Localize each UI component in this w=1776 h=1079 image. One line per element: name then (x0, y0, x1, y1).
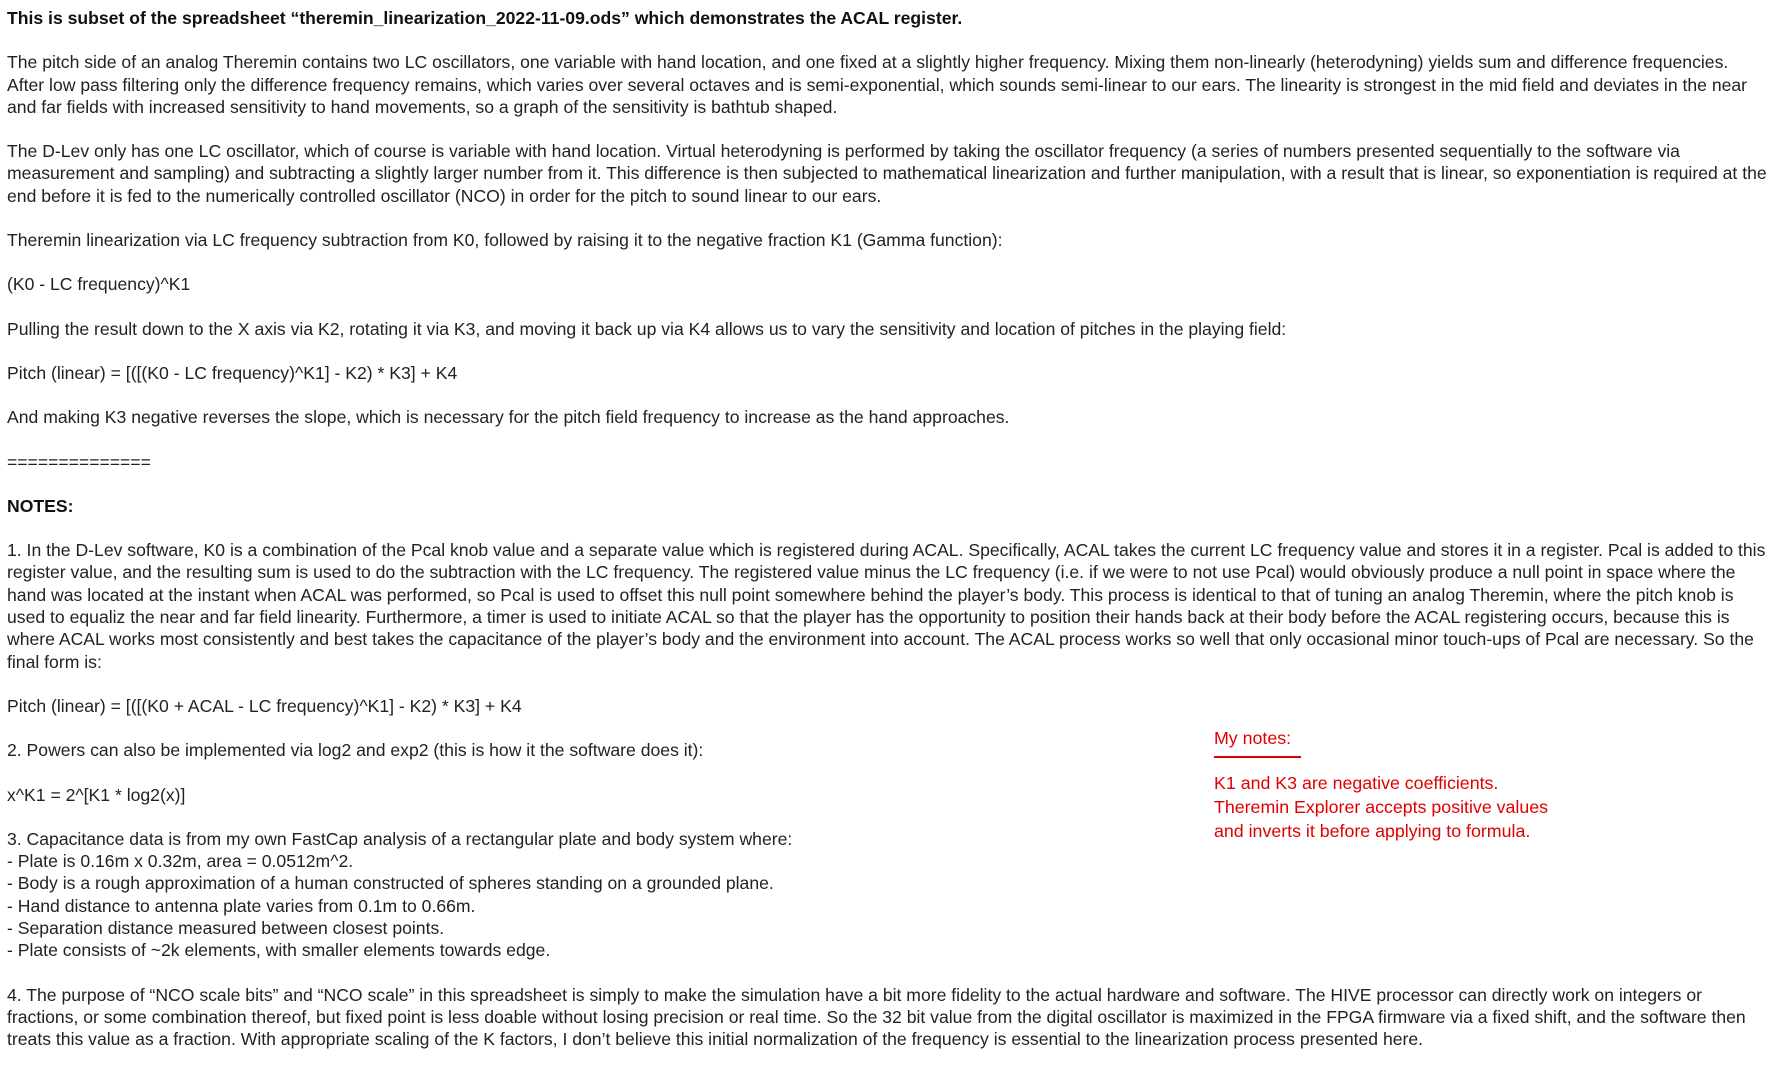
note-1: 1. In the D-Lev software, K0 is a combination of the Pcal knob value and a separate value which is registered during ACAL. Specifically, ACAL takes the current LC frequency value and stores it in a register. Pcal is added to this register value, and the resulting sum is used to do the subtraction with the LC frequency. The registered value minus the LC frequency (i.e. if we were to not use Pcal) would obviously produce a null point in space where the hand was located at the instant when ACAL was performed, so Pcal is used to offset this null point somewhere behind the player’s body. This process is identical to that of tuning an analog Theremin, where the pitch knob is used to equaliz the near and far field linearity. Furthermore, a timer is used to initiate ACAL so that the player has the opportunity to position their hands back at their body before the ACAL registering occurs, because this is where ACAL works most consistently and best takes the capacitance of the player’s body and the environment into account. The ACAL process works so well that only occasional minor touch-ups of Pcal are necessary. So the final form is: (7, 540, 1766, 672)
my-notes-line: and inverts it before applying to formula. (1214, 821, 1531, 841)
note-4: 4. The purpose of “NCO scale bits” and “NCO scale” in this spreadsheet is simply to make the simulation have a bit more fidelity to the actual hardware and software. The HIVE processor can directly work on integers or fractions, or some combination thereof, but fixed point is less doable without losing precision or real time. So the 32 bit value from the digital oscillator is maximized in the FPGA firmware via a fixed shift, and the software then treats this value as a fraction. With appropriate scaling of the K factors, I don’t believe this initial normalization of the frequency is essential to the linearization process presented here. (7, 984, 1746, 1050)
formula-pitch-linear: Pitch (linear) = [([(K0 - LC frequency)^K1] - K2) * K3] + K4 (7, 362, 458, 383)
separator-line: ============== (7, 451, 151, 472)
note-3-line: - Separation distance measured between closest points. (7, 918, 445, 939)
note-3 (7, 828, 1769, 962)
formula-power: x^K1 = 2^[K1 * log2(x)] (7, 784, 186, 805)
my-notes-title: My notes: (1214, 728, 1292, 748)
formula-pitch-final: Pitch (linear) = [([(K0 + ACAL - LC frequency)^K1] - K2) * K3] + K4 (7, 695, 522, 716)
paragraph-linearization-intro: Theremin linearization via LC frequency subtraction from K0, followed by raising it to the negative fraction K1 (Gamma function): (7, 230, 1003, 251)
note-3-line: 3. Capacitance data is from my own FastCap analysis of a rectangular plate and body system where: (7, 828, 793, 849)
paragraph-k-factors: Pulling the result down to the X axis via K2, rotating it via K3, and moving it back up via K4 allows us to vary the sensitivity and location of pitches in the playing field: (7, 318, 1287, 339)
formula-gamma: (K0 - LC frequency)^K1 (7, 274, 191, 295)
my-notes-annotation (1214, 726, 1634, 843)
note-2: 2. Powers can also be implemented via log2 and exp2 (this is how it the software does it): (7, 740, 704, 761)
note-3-line: - Hand distance to antenna plate varies from 0.1m to 0.66m. (7, 895, 476, 916)
note-3-line: - Plate is 0.16m x 0.32m, area = 0.0512m^2. (7, 851, 354, 872)
notes-heading: NOTES: (7, 495, 74, 516)
my-notes-line: K1 and K3 are negative coefficients. (1214, 773, 1499, 793)
paragraph-analog-theremin: The pitch side of an analog Theremin contains two LC oscillators, one variable with hand location, and one fixed at a slightly higher frequency. Mixing them non-linearly (heterodyning) yields sum and difference frequencies. After low pass filtering only the difference frequency remains, which varies over several octaves and is semi-exponential, which sounds semi-linear to our ears. The linearity is strongest in the mid field and deviates in the near and far fields with increased sensitivity to hand movements, so a graph of the sensitivity is bathtub shaped. (7, 52, 1748, 117)
my-notes-body (1214, 771, 1634, 843)
my-notes-underline (1214, 756, 1301, 758)
note-3-line: - Body is a rough approximation of a human constructed of spheres standing on a grounded plane. (7, 873, 774, 894)
my-notes-line: Theremin Explorer accepts positive values (1214, 797, 1549, 817)
document-page (7, 7, 1769, 1073)
paragraph-dlev-oscillator: The D-Lev only has one LC oscillator, which of course is variable with hand location. Virtual heterodyning is performed by taking the oscillator frequency (a series of numbers presented sequentially to the software via measurement and sampling) and subtracting a slightly larger number from it. This difference is then subjected to mathematical linearization and further manipulation, with a result that is linear, so exponentiation is required at the end before it is fed to the numerically controlled oscillator (NCO) in order for the pitch to sound linear to our ears. (7, 141, 1767, 206)
note-3-line: - Plate consists of ~2k elements, with smaller elements towards edge. (7, 940, 551, 961)
paragraph-k3-negative: And making K3 negative reverses the slope, which is necessary for the pitch field frequency to increase as the hand approaches. (7, 407, 1010, 428)
document-title: This is subset of the spreadsheet “theremin_linearization_2022-11-09.ods” which demonstrates the ACAL register. (7, 8, 963, 28)
